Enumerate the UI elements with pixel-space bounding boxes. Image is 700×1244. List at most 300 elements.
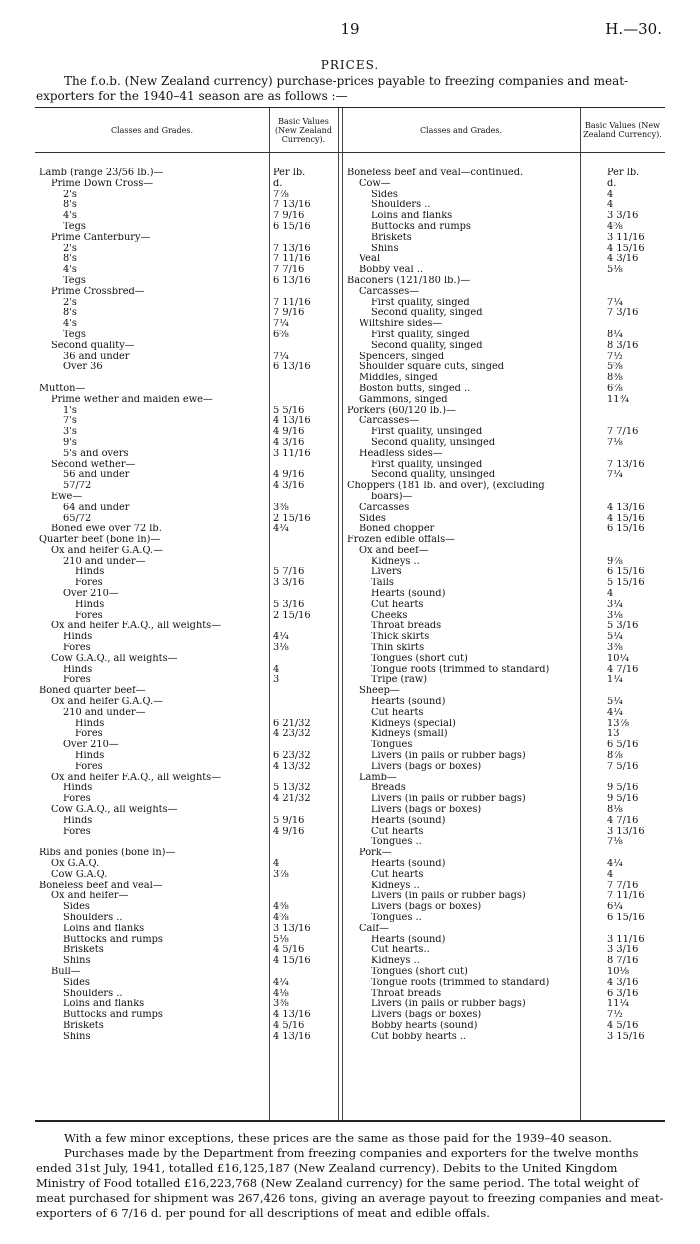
right-class-row: Boned chopper [359,524,435,535]
right-value-cell: 4 [607,189,614,200]
left-class-row: Over 210— [63,740,119,751]
left-value-cell [273,967,337,978]
right-class-row: Cow— [359,178,391,189]
right-value-cell: 5¼ [607,697,623,708]
left-class-row: 210 and under— [63,707,146,718]
left-class-row [39,837,267,848]
right-class-row: Livers (in pails or rubber bags) [371,751,526,762]
left-value-cell [273,384,337,395]
left-value-cell: 4 5/16 [273,945,305,956]
left-value-cell: 6 15/16 [273,221,311,232]
right-value-cell [607,686,661,697]
left-value-cell: 4 13/16 [273,1031,311,1042]
right-class-row: Wiltshire sides— [359,319,443,330]
left-value-cell [273,740,337,751]
left-class-row: 2's [63,297,77,308]
left-value-cell [273,621,337,632]
right-value-cell: 4 [607,200,614,211]
right-value-cell [607,546,661,557]
left-class-row: Ewe— [51,491,83,502]
left-class-row: Cow G.A.Q., all weights— [51,805,178,816]
left-value-cell [273,557,337,568]
left-value-cell [273,837,337,848]
left-class-row: Hinds [63,783,93,794]
column-header-values-left: Basic Values (New Zealand Currency). [275,116,332,144]
right-value-cell: 4 13/16 [607,502,645,513]
right-class-row: Tongues .. [371,912,422,923]
left-value-cell [273,773,337,784]
left-class-row: 4's [63,319,77,330]
left-class-row: 210 and under— [63,556,146,567]
left-class-row: Fores [63,794,91,805]
left-class-row: Hinds [75,599,105,610]
left-value-column [273,168,337,1043]
right-value-cell: 3 3/16 [607,945,639,956]
left-value-cell [273,686,337,697]
intro-paragraph: The f.o.b. (New Zealand currency) purchase-prices payable to freezing companies and meat-exporters for the 1940–41 season are as follows :— [36,74,629,103]
left-value-cell: 3 13/16 [273,923,311,934]
left-class-row: 64 and under [63,502,130,513]
column-header-values-right: Basic Values (New Zealand Currency). [583,121,662,139]
left-value-cell: 4¼ [273,977,289,988]
left-value-cell: 5 5/16 [273,405,305,416]
right-value-cell: Per lb. [607,168,640,178]
left-class-row: Lamb (range 23/56 lb.)— [39,168,164,178]
right-class-row: Tongues (short cut) [371,653,468,664]
right-class-row: Second quality, unsinged [371,470,496,481]
right-class-row: Kidneys (special) [371,718,456,729]
left-class-row: Fores [75,761,103,772]
footer-notes [36,1131,666,1221]
right-class-row: Gammons, singed [359,394,448,405]
right-value-cell: 10⅛ [607,966,629,977]
left-value-cell: 7 13/16 [273,243,311,254]
right-class-row: Carcasses [359,502,410,513]
right-value-cell [607,924,661,935]
right-class-row: Hearts (sound) [371,859,446,869]
right-value-cell: 7¼ [607,297,623,308]
document-reference: H.—30. [605,20,662,38]
left-value-cell: 6⅝ [273,329,289,340]
right-class-row: Cheeks [371,610,408,621]
right-value-cell [607,848,661,859]
left-class-row: 36 and under [63,351,130,362]
left-value-cell: 3 [273,675,280,686]
right-class-row: boars)— [371,491,413,502]
right-class-row: Second quality, unsinged [371,437,496,448]
right-class-row: Hearts (sound) [371,589,446,600]
left-value-cell: 4⅝ [273,912,289,923]
right-value-cell: 8⅜ [607,373,623,384]
left-value-cell: 4 5/16 [273,1020,305,1031]
left-value-cell: 4 9/16 [273,470,305,481]
right-class-row: Cut bobby hearts .. [371,1031,467,1042]
right-value-cell: 3 3/16 [607,211,639,222]
left-value-cell: 4¼ [273,524,289,535]
right-value-cell [607,773,661,784]
right-class-row: First quality, unsinged [371,427,483,438]
left-class-row: 4's [63,211,77,222]
footer-paragraph-2: Purchases made by the Department from freezing companies and exporters for the twelve months ended 31st July, 1941, totalled £16,125,187 (New Zealand currency). Debits to the United Kingdom Ministry of Food totalled £16,223,768 (New Zealand currency) for the same period. The total weight of meat purchased for shipment was 267,426 tons, giving an average payout to freezing companies and meat-exporters of 6 7/16 d. per pound for all descriptions of meat and edible offals. [36,1146,664,1220]
left-value-cell [273,460,337,471]
left-class-row: Tegs [63,275,86,286]
left-class-row: Fores [63,675,91,686]
left-value-cell: 7 9/16 [273,308,305,319]
left-value-cell: 7⅞ [273,189,289,200]
right-class-row: Livers (bags or boxes) [371,902,482,913]
right-class-row: Shoulders .. [371,200,431,211]
right-class-row: Livers [371,567,402,578]
left-value-cell [273,492,337,503]
left-class-row: Shoulders .. [63,912,123,923]
right-class-row: Middles, singed [359,373,438,384]
left-class-row: 2's [63,189,77,200]
left-class-row: Over 210— [63,589,119,600]
right-value-cell: 3 13/16 [607,826,645,837]
right-class-row: Hearts (sound) [371,697,446,708]
right-value-cell: 6 15/16 [607,567,645,578]
right-value-cell: 7¼ [607,470,623,481]
right-value-cell: 8¼ [607,329,623,340]
right-value-cell: 3 11/16 [607,934,645,945]
right-value-cell: 5 3/16 [607,621,639,632]
right-class-row: Cut hearts [371,599,424,610]
right-class-row: Tongues (short cut) [371,966,468,977]
left-value-cell: 5 7/16 [273,567,305,578]
right-class-row: First quality, unsinged [371,459,483,470]
left-value-cell: 4 13/32 [273,761,311,772]
left-class-row: 8's [63,254,77,265]
right-value-cell: 6¼ [607,902,623,913]
right-value-cell: 11¾ [607,394,629,405]
left-class-row: 8's [63,308,77,319]
right-value-cell: 4¼ [607,707,623,718]
right-class-row: Pork— [359,848,392,859]
right-value-cell: 6⅞ [607,383,623,394]
left-value-cell [273,395,337,406]
right-class-row: Carcasses— [359,416,420,427]
left-class-row: 65/72 [63,513,92,524]
right-class-row: Baconers (121/180 lb.)— [347,275,471,286]
right-value-cell: 6 15/16 [607,524,645,535]
left-class-row: Buttocks and rumps [63,1010,163,1021]
right-value-cell: 10¼ [607,653,629,664]
right-class-row: Tongues [371,740,413,751]
right-class-row: Sheep— [359,686,400,697]
right-class-row: Hearts (sound) [371,934,446,945]
right-class-row: Cut hearts [371,869,424,880]
right-value-cell: 9 5/16 [607,794,639,805]
right-value-cell: 3 11/16 [607,232,645,243]
left-class-row: Ox G.A.Q. [51,859,100,869]
left-class-row: 1's [63,405,77,416]
right-value-cell: 5⅛ [607,265,623,276]
right-value-cell: 6 5/16 [607,740,639,751]
right-class-row: Kidneys .. [371,556,420,567]
footer-paragraph-1: With a few minor exceptions, these prices are the same as those paid for the 1939–40 season. [64,1131,613,1145]
left-class-row: Cow G.A.Q. [51,869,108,880]
right-class-row: Sides [359,513,386,524]
left-class-row: Tegs [63,329,86,340]
right-value-cell [607,406,661,417]
left-value-cell: 5 3/16 [273,599,305,610]
left-class-row: Boneless beef and veal— [39,880,163,891]
right-class-row: Throat breads [371,621,442,632]
right-value-cell: 7 3/16 [607,308,639,319]
right-value-cell: 4⅝ [607,221,623,232]
right-value-cell: 1¼ [607,675,623,686]
left-class-row: Fores [63,643,91,654]
right-value-cell: 9⅞ [607,556,623,567]
right-class-row: Calf— [359,923,389,934]
right-class-row: Tongue roots (trimmed to standard) [371,664,550,675]
left-class-row: Prime Canterbury— [51,232,151,243]
left-class-row: Boned quarter beef— [39,686,146,697]
left-value-cell: 6 23/32 [273,751,311,762]
right-class-row: Carcasses— [359,286,420,297]
right-value-cell: 6 3/16 [607,988,639,999]
right-value-cell: 8 3/16 [607,340,639,351]
left-class-row: Hinds [63,815,93,826]
left-class-row: Briskets [63,945,104,956]
right-value-cell: 4 15/16 [607,513,645,524]
right-value-cell: 4 15/16 [607,243,645,254]
right-class-row: Shoulder square cuts, singed [359,362,505,373]
right-value-cell: 3⅛ [607,610,623,621]
right-class-row: Shins [371,243,399,254]
right-value-cell: d. [607,178,617,189]
left-class-row: Loins and flanks [63,923,145,934]
right-value-cell: 9 5/16 [607,783,639,794]
left-value-cell [273,546,337,557]
left-value-cell: Per lb. [273,168,306,178]
left-class-row: Prime Crossbred— [51,286,145,297]
right-class-row: Tails [371,578,394,589]
right-value-cell: 7 13/16 [607,459,645,470]
left-class-row: 57/72 [63,481,92,492]
left-value-cell [273,708,337,719]
right-class-row: Second quality, singed [371,308,483,319]
left-class-row: Fores [75,610,103,621]
left-class-row: Second quality— [51,340,135,351]
prices-table [35,107,665,1121]
right-class-row: Livers (in pails or rubber bags) [371,794,526,805]
right-class-row: Briskets [371,232,412,243]
right-value-cell: 7⅛ [607,437,623,448]
left-class-row: Ox and heifer G.A.Q.— [51,545,163,556]
left-class-row [39,373,267,384]
left-value-cell: 7¼ [273,351,289,362]
left-class-row: 8's [63,200,77,211]
left-value-cell: 4 21/32 [273,794,311,805]
right-class-row: Buttocks and rumps [371,221,471,232]
right-class-row: Hearts (sound) [371,815,446,826]
left-value-cell: 3⅛ [273,643,289,654]
left-class-row: Shoulders .. [63,988,123,999]
left-class-row: Hinds [75,751,105,762]
right-class-row: Kidneys .. [371,956,420,967]
right-value-cell [607,416,661,427]
right-class-row: Livers (in pails or rubber bags) [371,999,526,1010]
right-value-cell: 7 7/16 [607,427,639,438]
left-value-cell: 7¼ [273,319,289,330]
left-value-cell: 3 3/16 [273,578,305,589]
left-value-cell: 3⅜ [273,999,289,1010]
left-value-cell: 6 13/16 [273,275,311,286]
left-value-cell [273,881,337,892]
left-class-row: Ox and heifer G.A.Q.— [51,697,163,708]
right-class-row: Cut hearts [371,707,424,718]
left-class-row: Sides [63,902,90,913]
left-class-row: 4's [63,265,77,276]
page-number: 19 [340,20,360,38]
right-value-cell: 13 [607,729,620,740]
left-class-row: Second wether— [51,459,136,470]
right-value-cell: 7⅛ [607,837,623,848]
left-class-row: Fores [75,578,103,589]
left-value-cell: 7 11/16 [273,297,311,308]
column-header-classes-left: Classes and Grades. [110,125,194,135]
right-class-row: Sides [371,189,398,200]
left-value-cell [273,589,337,600]
right-class-row: Second quality, singed [371,340,483,351]
left-value-cell: 5 13/32 [273,783,311,794]
right-value-cell: 13⅞ [607,718,629,729]
left-value-cell [273,287,337,298]
left-class-row: Shins [63,1031,91,1042]
right-value-cell: 4 [607,589,614,600]
left-value-cell: 2 15/16 [273,513,311,524]
left-value-cell: 6 21/32 [273,718,311,729]
right-value-cell [607,276,661,287]
left-value-cell: 4 3/16 [273,437,305,448]
left-class-column [39,168,267,1043]
left-value-cell: 3⅜ [273,502,289,513]
left-class-row: Tegs [63,221,86,232]
left-value-cell: 4 13/16 [273,416,311,427]
left-value-cell: 6 13/16 [273,362,311,373]
right-class-row: First quality, singed [371,329,470,340]
left-class-row: Hinds [75,567,105,578]
right-class-column [347,168,578,1043]
right-class-row: Lamb— [359,772,397,783]
right-class-row: Cut hearts.. [371,945,430,956]
left-value-cell [273,654,337,665]
left-class-row: Loins and flanks [63,999,145,1010]
left-class-row: 5's and overs [63,448,129,459]
left-class-row: Buttocks and rumps [63,934,163,945]
left-class-row: Cow G.A.Q., all weights— [51,653,178,664]
right-value-cell [607,492,661,503]
left-class-row: 56 and under [63,470,130,481]
right-value-cell: 4 7/16 [607,815,639,826]
right-value-cell: 7 7/16 [607,880,639,891]
left-class-row: Ox and heifer F.A.Q., all weights— [51,772,222,783]
left-value-cell [273,697,337,708]
left-class-row: Hinds [63,632,93,643]
right-class-row: Kidneys (small) [371,729,448,740]
left-value-cell: 4 3/16 [273,481,305,492]
right-class-row: Livers (bags or boxes) [371,1010,482,1021]
left-class-row: Fores [63,826,91,837]
right-class-row: Breads [371,783,406,794]
left-value-cell: 4 [273,664,280,675]
right-value-cell: 5⅝ [607,362,623,373]
right-class-row: Choppers (181 lb. and over), (excluding [347,481,545,492]
left-class-row: Boned ewe over 72 lb. [51,524,162,535]
right-value-cell: 8⅞ [607,751,623,762]
left-value-cell: 4 [273,859,280,869]
left-class-row: Hinds [63,664,93,675]
left-value-cell: 4 9/16 [273,826,305,837]
left-value-cell: 4 15/16 [273,956,311,967]
right-value-cell: 4 7/16 [607,664,639,675]
right-value-cell [607,287,661,298]
right-class-row: Ox and beef— [359,545,429,556]
left-class-row: Hinds [75,718,105,729]
right-class-row: Porkers (60/120 lb.)— [347,405,456,416]
right-value-cell: 8⅛ [607,805,623,816]
right-value-cell: 7 11/16 [607,891,645,902]
right-value-cell: 4 5/16 [607,1020,639,1031]
right-value-cell: 8 7/16 [607,956,639,967]
right-class-row: Tongues .. [371,837,422,848]
left-class-row: Ox and heifer— [51,891,129,902]
right-value-cell: 7½ [607,1010,623,1021]
right-value-cell [607,449,661,460]
right-value-cell: 6 15/16 [607,912,645,923]
left-class-row: Fores [75,729,103,740]
left-value-cell: 4 13/16 [273,1010,311,1021]
left-value-cell: 4⅛ [273,988,289,999]
left-value-cell: 3 11/16 [273,448,311,459]
left-value-cell [273,805,337,816]
left-value-cell [273,233,337,244]
left-value-cell: 4 9/16 [273,427,305,438]
left-class-row: Ox and heifer F.A.Q., all weights— [51,621,222,632]
left-class-row: 9's [63,437,77,448]
left-class-row: Mutton— [39,383,86,394]
right-value-cell: 3 15/16 [607,1031,645,1042]
right-class-row: Spencers, singed [359,351,445,362]
right-value-cell [607,481,661,492]
right-class-row: Bobby hearts (sound) [371,1020,478,1031]
left-value-cell: 5 9/16 [273,815,305,826]
left-value-cell [273,373,337,384]
left-value-cell: 4⅜ [273,902,289,913]
right-value-cell: 4 3/16 [607,254,639,265]
section-title: PRICES. [320,58,380,72]
left-class-row: 3's [63,427,77,438]
left-value-cell [273,848,337,859]
right-class-row: Livers (in pails or rubber bags) [371,891,526,902]
left-class-row: 2's [63,243,77,254]
right-class-row: Cut hearts [371,826,424,837]
right-value-cell: 4 3/16 [607,977,639,988]
left-class-row: Shins [63,956,91,967]
left-value-cell: 4 23/32 [273,729,311,740]
right-value-cell: 5 15/16 [607,578,645,589]
right-class-row: First quality, singed [371,297,470,308]
right-value-cell: 4 [607,869,614,880]
left-value-cell: 4¼ [273,632,289,643]
left-value-cell: 7 9/16 [273,211,305,222]
right-class-row: Throat breads [371,988,442,999]
right-class-row: Bobby veal .. [359,265,423,276]
left-class-row: Briskets [63,1020,104,1031]
left-class-row: Ribs and ponies (bone in)— [39,848,176,859]
right-class-row: Tripe (raw) [371,675,428,686]
